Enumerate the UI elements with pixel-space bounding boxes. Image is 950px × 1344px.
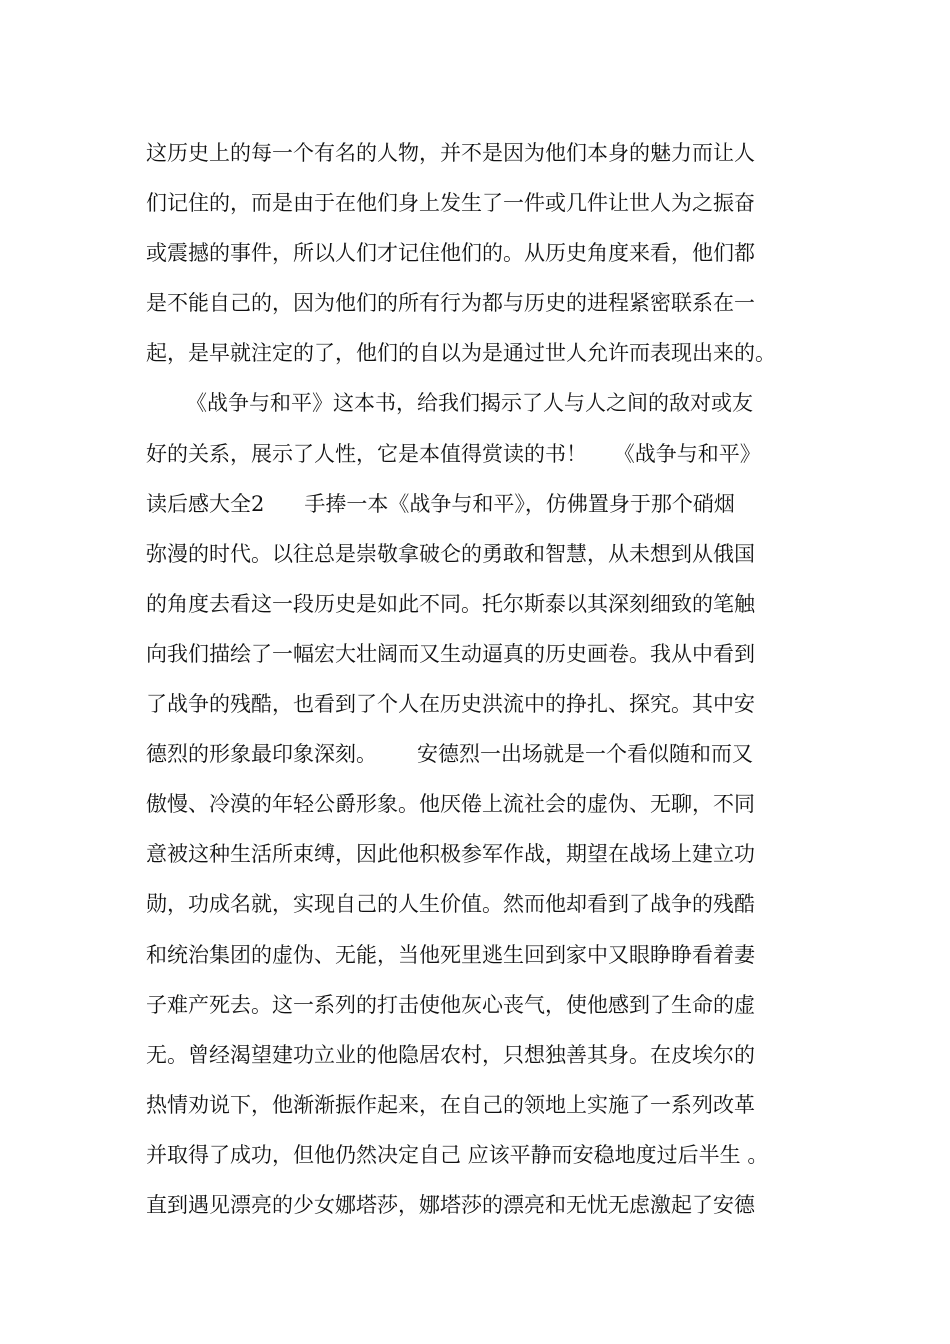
text-line: 《战争与和平》这本书，给我们揭示了人与人之间的敌对或友 bbox=[146, 391, 754, 416]
body-text bbox=[146, 128, 816, 1230]
text-line: 或震撼的事件，所以人们才记住他们的。从历史角度来看，他们都 bbox=[146, 241, 755, 266]
text-line: 无。曾经渴望建功立业的他隐居农村，只想独善其身。在皮埃尔的 bbox=[146, 1042, 755, 1067]
text-line: 傲慢、冷漠的年轻公爵形象。他厌倦上流社会的虚伪、无聊，不同 bbox=[146, 792, 755, 817]
text-line: 们记住的，而是由于在他们身上发生了一件或几件让世人为之振奋 bbox=[146, 191, 755, 216]
text-line: 弥漫的时代。以往总是崇敬拿破仑的勇敢和智慧，从未想到从俄国 bbox=[146, 541, 755, 566]
text-line: 直到遇见漂亮的少女娜塔莎，娜塔莎的漂亮和无忧无虑激起了安德 bbox=[146, 1192, 755, 1217]
text-line: 和统治集团的虚伪、无能，当他死里逃生回到家中又眼睁睁看着妻 bbox=[146, 942, 755, 967]
text-line: 德烈的形象最印象深刻。 安德烈一出场就是一个看似随和而又 bbox=[146, 742, 754, 767]
text-line: 子难产死去。这一系列的打击使他灰心丧气，使他感到了生命的虚 bbox=[146, 992, 755, 1017]
text-line: 向我们描绘了一幅宏大壮阔而又生动逼真的历史画卷。我从中看到 bbox=[146, 641, 755, 666]
text-line: 读后感大全2 手捧一本《战争与和平》，仿佛置身于那个硝烟 bbox=[146, 491, 735, 516]
text-line: 热情劝说下，他渐渐振作起来，在自己的领地上实施了一系列改革 bbox=[146, 1092, 755, 1117]
text-line: 起，是早就注定的了，他们的自以为是通过世人允许而表现出来的。 bbox=[146, 341, 776, 366]
text-line: 的角度去看这一段历史是如此不同。托尔斯泰以其深刻细致的笔触 bbox=[146, 591, 755, 616]
text-line: 这历史上的每一个有名的人物，并不是因为他们本身的魅力而让人 bbox=[146, 141, 755, 165]
text-line: 意被这种生活所束缚，因此他积极参军作战，期望在战场上建立功 bbox=[146, 842, 755, 867]
text-line: 了战争的残酷，也看到了个人在历史洪流中的挣扎、探究。其中安 bbox=[146, 692, 755, 717]
text-line: 是不能自己的，因为他们的所有行为都与历史的进程紧密联系在一 bbox=[146, 291, 755, 316]
text-line: 并取得了成功，但他仍然决定自己 应该平静而安稳地度过后半生 。 bbox=[146, 1142, 769, 1167]
text-line: 勋，功成名就，实现自己的人生价值。然而他却看到了战争的残酷 bbox=[146, 892, 755, 917]
text-line: 好的关系，展示了人性，它是本值得赏读的书！ 《战争与和平》 bbox=[146, 441, 761, 466]
